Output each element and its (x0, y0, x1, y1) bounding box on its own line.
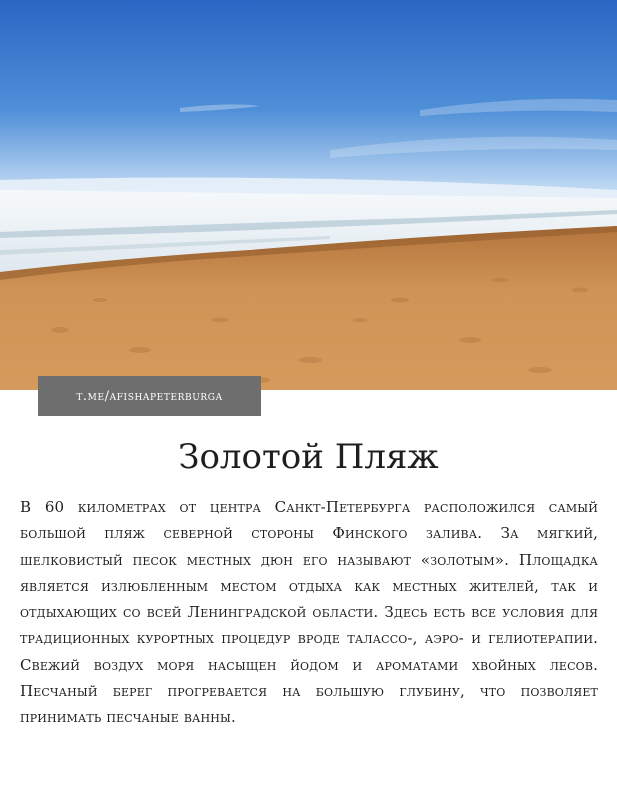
watermark-label: t.me/afishapeterburga (38, 376, 261, 416)
beach-photo (0, 0, 617, 390)
article-body: В 60 километрах от центра Санкт-Петербурга расположился самый большой пляж северной стороны Финского залива. За мягкий, шелковистый песок местных дюн его называют «золотым». Площадка является излюбленным местом отдыха как местных жителей, так и отдыхающих со всей Ленинградской области. Здесь есть все условия для традиционных курортных процедур вроде талассо-, аэро- и гелиотерапии. Свежий воздух моря насыщен йодом и ароматами хвойных лесов. Песчаный берег прогревается на большую глубину, что позволяет принимать песчаные ванны. (20, 498, 598, 727)
page-title: Золотой Пляж (178, 437, 439, 477)
